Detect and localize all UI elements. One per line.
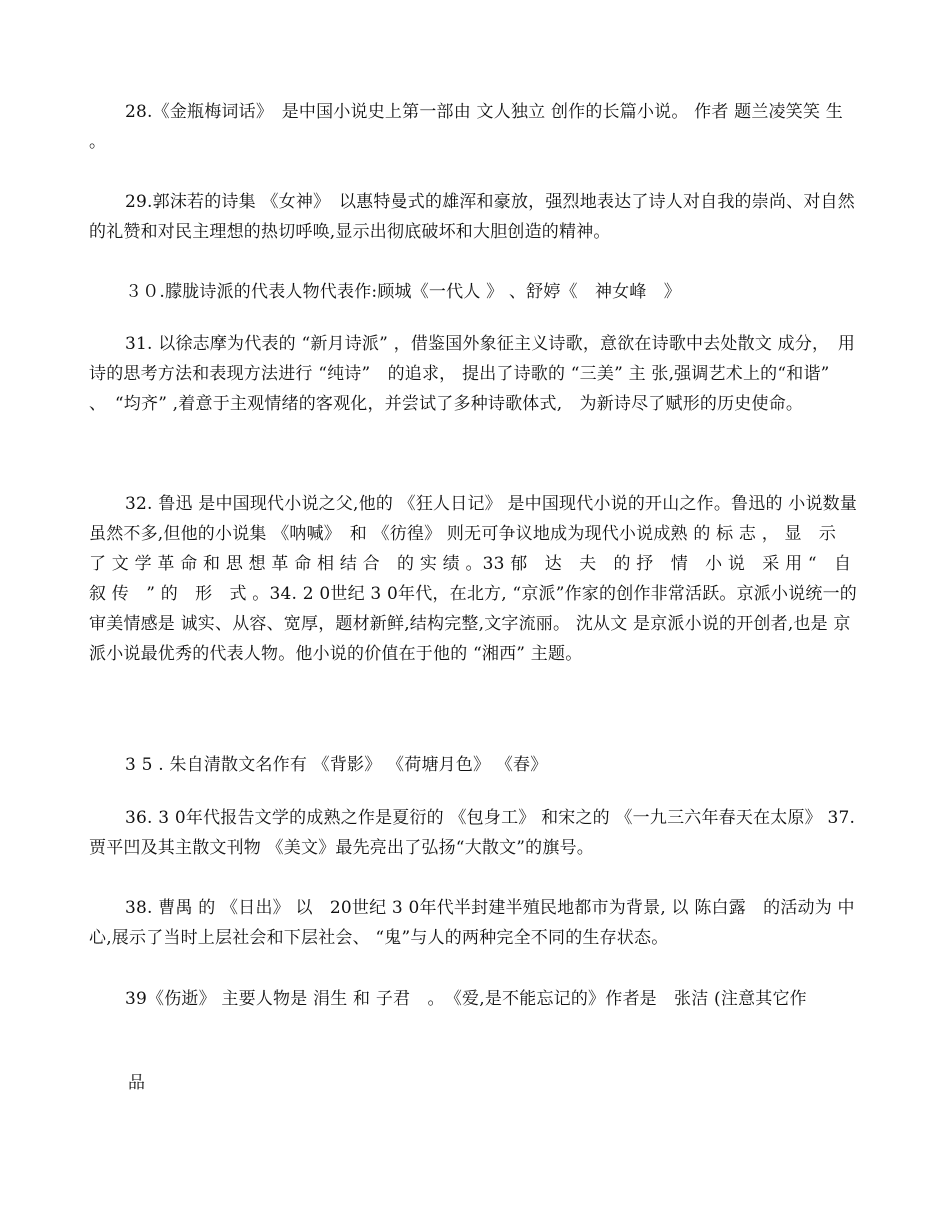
paragraph-38: 38. 曹禺 的 《日出》 以 20世纪 3 0年代半封建半殖民地都市为背景, 以 陈白露 的活动为 中心,展示了当时上层社会和下层社会、 “鬼”与人的两种完全不同的生存状态。	[89, 898, 855, 948]
paragraph-28: 28.《金瓶梅词话》 是中国小说史上第一部由 文人独立 创作的长篇小说。 作者 题兰凌笑笑 生 。	[89, 102, 843, 152]
paragraph-39: 39《伤逝》 主要人物是 涓生 和 子君 。 《爱,是不能忘记的》作者是 张洁 (注意其它作	[125, 989, 807, 1009]
paragraph-30: ３０.朦胧诗派的代表人物代表作:顾城《一代人 》 、舒婷《 神女峰 》	[125, 282, 681, 302]
paragraph-32-34: 32. 鲁迅 是中国现代小说之父,他的 《狂人日记》 是中国现代小说的开山之作。鲁迅的 小说数量虽然不多,但他的小说集 《呐喊》 和 《彷徨》 则无可争议地成为现代小说成熟 的 标 志 ， 显 示 了 文 学 革 命 和 思 想 革 命 相 结 合 的 实 绩 。33 郁 达 夫 的 抒 情 小 说 采 用 “ 自 叙 传 ” 的 形 式 。34. 2 0世纪 3 0年代，在北方, “京派”作家的创作非常活跃。京派小说统一的审美情感是 诚实、从容、宽厚，题材新鲜,结构完整,文字流丽。 沈从文 是京派小说的开创者,也是 京派小说最优秀的代表人物。他小说的价值在于他的 “湘西” 主题。	[89, 494, 858, 664]
paragraph-29: 29.郭沫若的诗集 《女神》 以惠特曼式的雄浑和豪放，强烈地表达了诗人对自我的崇尚、对自然的礼赞和对民主理想的热切呼唤,显示出彻底破坏和大胆创造的精神。	[89, 192, 855, 242]
paragraph-31: 31. 以徐志摩为代表的 “新月诗派” ，借鉴国外象征主义诗歌，意欲在诗歌中去处散文 成分， 用诗的思考方法和表现方法进行 “纯诗” 的追求， 提出了诗歌的 “三美” 主 张,强调艺术上的“和谐” 、 “均齐” ,着意于主观情绪的客观化，并尝试了多种诗歌体式, 为新诗尽了赋形的历史使命。	[89, 334, 856, 414]
paragraph-36-37: 36. 3 0年代报告文学的成熟之作是夏衍的 《包身工》 和宋之的 《一九三六年春天在太原》 37. 贾平凹及其主散文刊物 《美文》最先亮出了弘扬“大散文”的旗号。	[89, 808, 856, 858]
paragraph-35: 3 5 . 朱自清散文名作有 《背影》 《荷塘月色》 《春》	[125, 755, 548, 775]
trailing-text: 品	[128, 1073, 145, 1093]
